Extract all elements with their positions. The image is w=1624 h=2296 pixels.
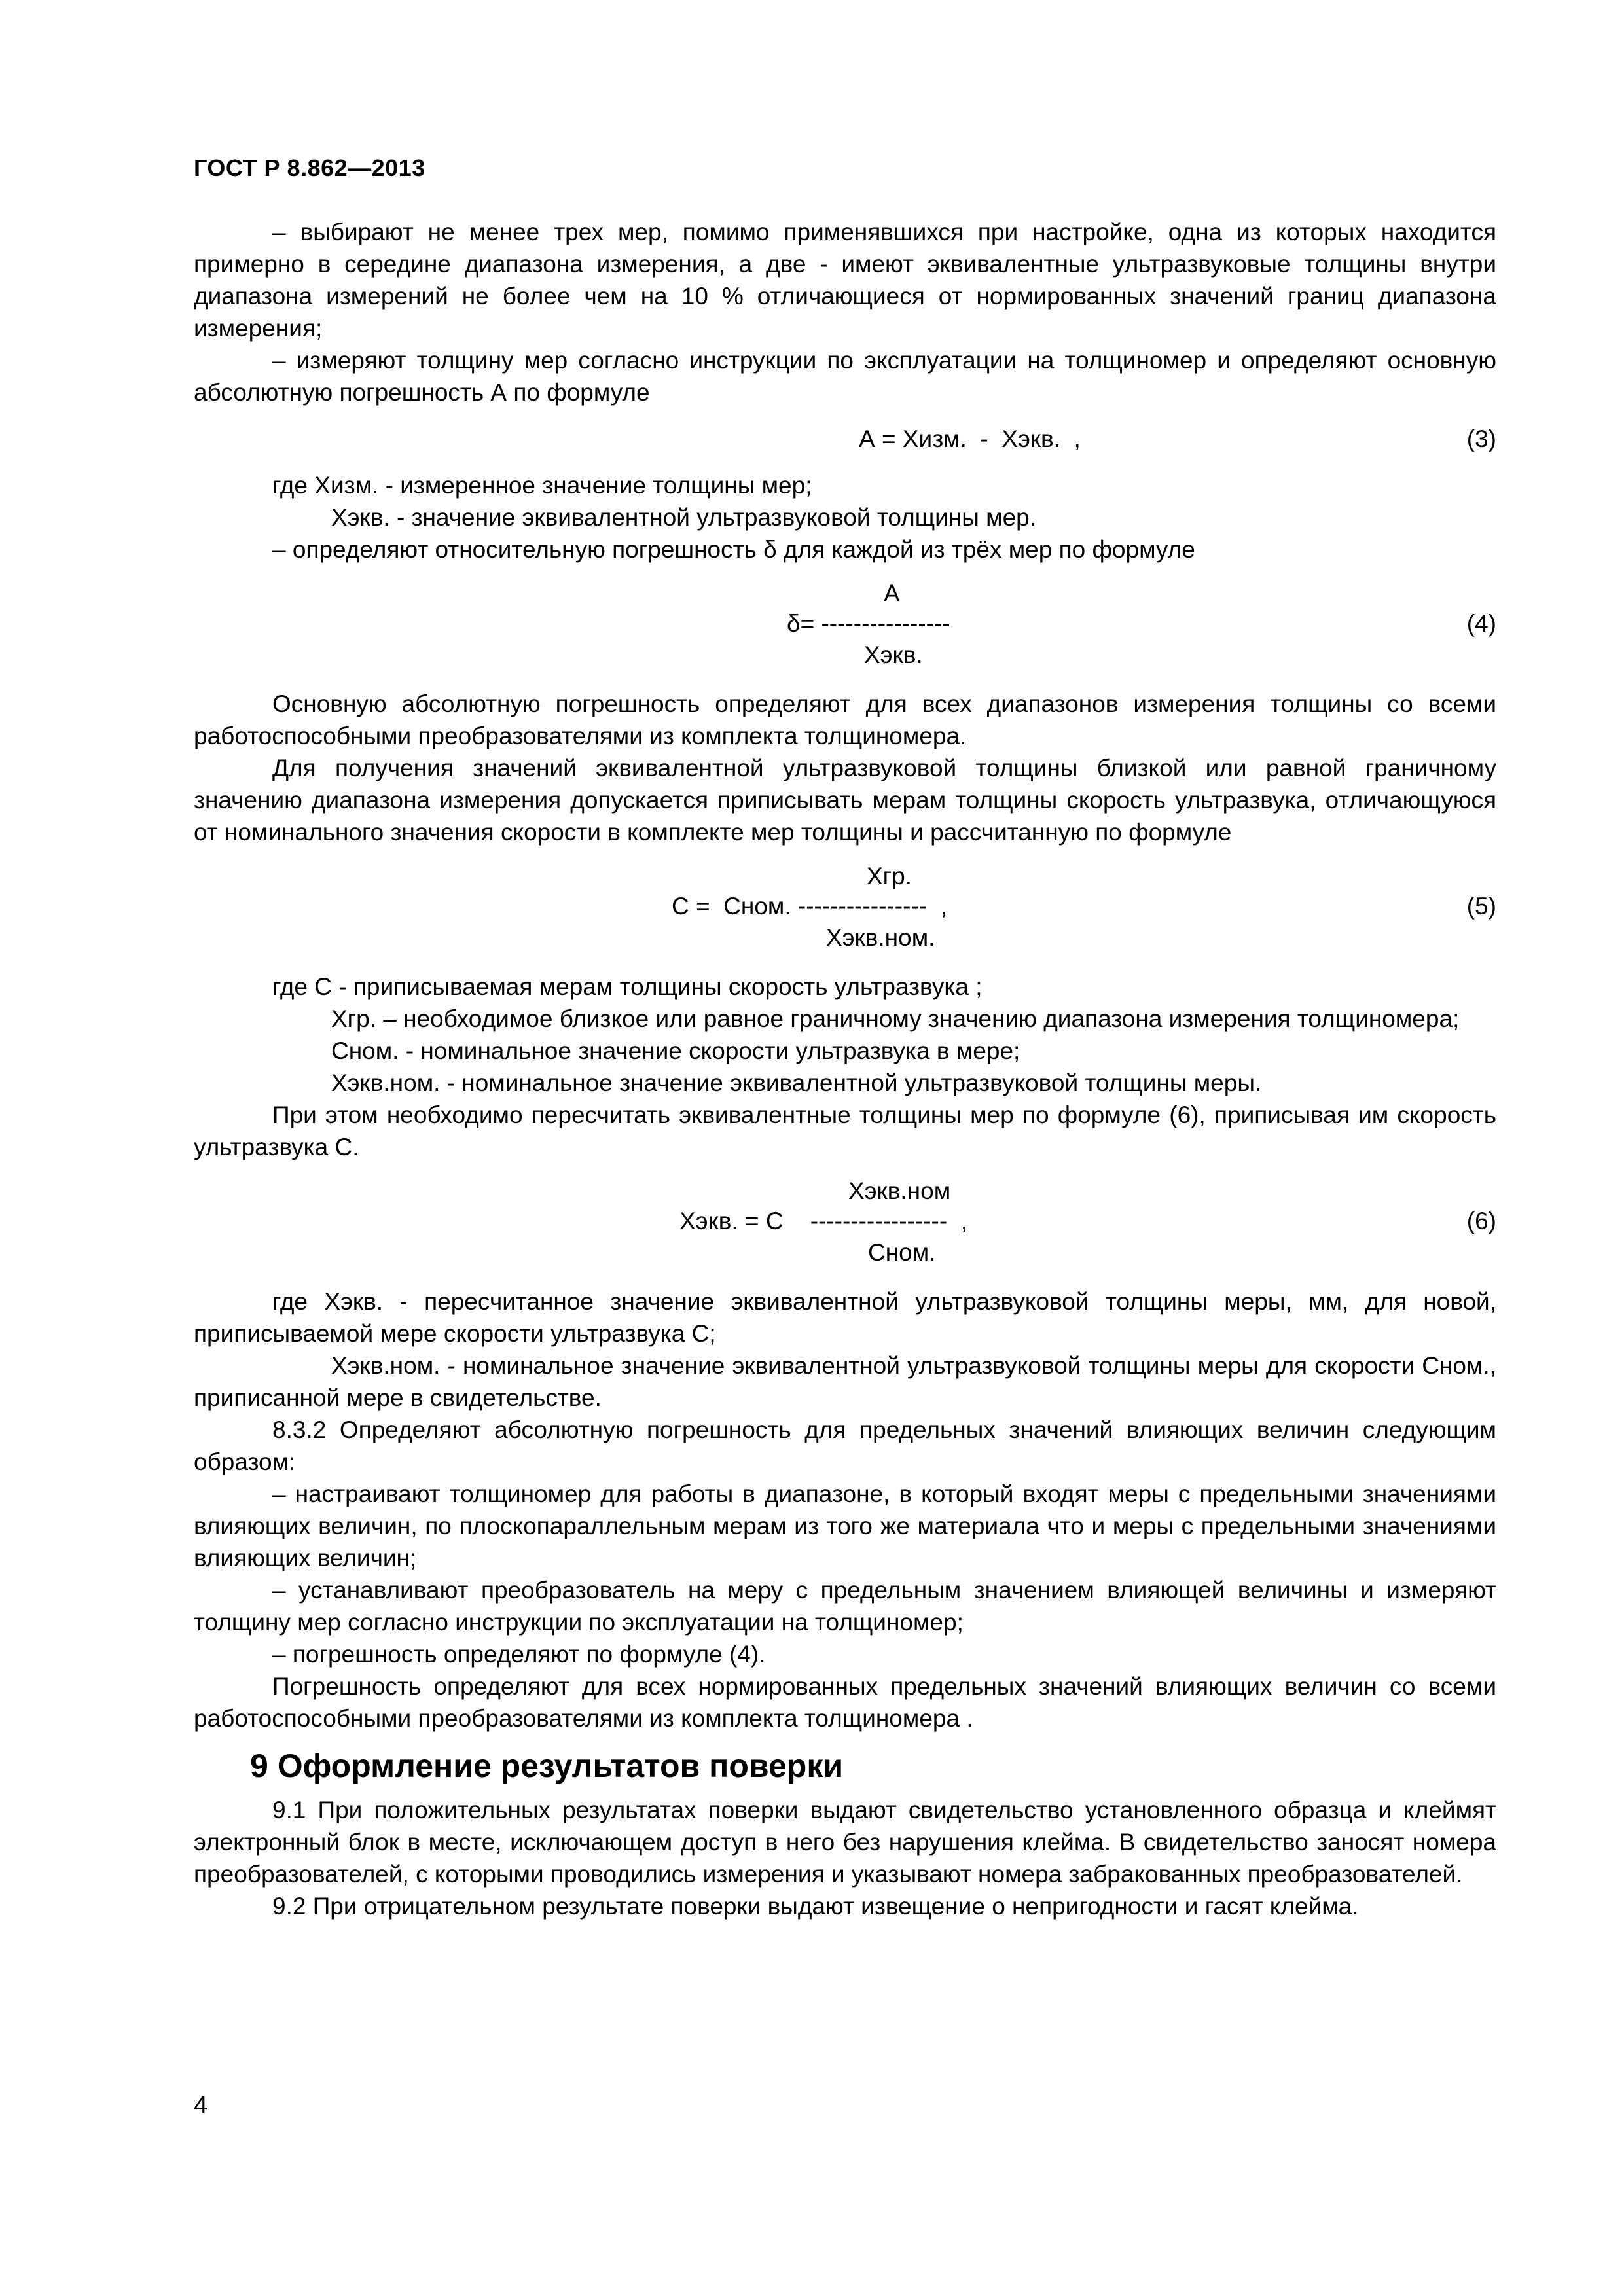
paragraph: – погрешность определяют по формуле (4). bbox=[272, 1641, 766, 1668]
paragraph: Хэкв. - значение эквивалентной ультразвуковой толщины мер. bbox=[331, 504, 1037, 531]
formula-4-fraction: δ= ---------------- bbox=[787, 610, 950, 637]
page-number: 4 bbox=[194, 2092, 208, 2119]
formula-6-numerator: Хэкв.ном bbox=[848, 1177, 951, 1204]
paragraph: Хэкв.ном. - номинальное значение эквивалентной ультразвуковой толщины меры для скорости Сном., приписанной мере в свидетельстве. bbox=[194, 1352, 1496, 1411]
formula-4-numerator: А bbox=[884, 580, 900, 607]
paragraph: – устанавливают преобразователь на меру с предельным значением влияющей величины и измеряют толщину мер согласно инструкции по эксплуатации на толщиномер; bbox=[194, 1577, 1496, 1636]
paragraph: Погрешность определяют для всех нормированных предельных значений влияющих величин со всеми работоспособными преобразователями из комплекта толщиномера . bbox=[194, 1673, 1496, 1732]
paragraph: – измеряют толщину мер согласно инструкции по эксплуатации на толщиномер и определяют основную абсолютную погрешность А по формуле bbox=[194, 347, 1496, 406]
formula-5-fraction: С = Сном. ---------------- , bbox=[672, 893, 947, 920]
formula-3-expr: А = Хизм. - Хэкв. , bbox=[859, 425, 1081, 452]
formula-6 bbox=[194, 1175, 1496, 1271]
paragraph: Для получения значений эквивалентной ультразвуковой толщины близкой или равной граничному значению диапазона измерения допускается приписывать мерам толщины скорость ультразвука, отличающуюся от номинального значения скорости в комплекте мер толщины и рассчитанную по формуле bbox=[194, 755, 1496, 846]
formula-3-number: (3) bbox=[1466, 425, 1496, 452]
paragraph: 9.1 При положительных результатах поверки выдают свидетельство установленного образца и клеймят электронный блок в месте, исключающем доступ в него без нарушения клейма. В свидетельство заносят номера преобразователей, с которыми проводились измерения и указывают номера забракованных преобразователей. bbox=[194, 1797, 1496, 1888]
paragraph: – определяют относительную погрешность δ для каждой из трёх мер по формуле bbox=[272, 536, 1195, 563]
formula-6-fraction: Хэкв. = С ----------------- , bbox=[679, 1208, 967, 1234]
formula-4-denominator: Хэкв. bbox=[864, 641, 923, 668]
paragraph: Основную абсолютную погрешность определяют для всех диапазонов измерения толщины со всеми работоспособными преобразователями из комплекта толщиномера. bbox=[194, 691, 1496, 749]
document-header: ГОСТ Р 8.862—2013 bbox=[194, 154, 425, 181]
section-heading: 9 Оформление результатов поверки bbox=[250, 1748, 844, 1784]
paragraph: – выбирают не менее трех мер, помимо применявшихся при настройке, одна из которых находится примерно в середине диапазона измерения, а две - имеют эквивалентные ультразвуковые толщины внутри диапазона измерений не более чем на 10 % отличающиеся от нормированных значений границ диапазона измерения; bbox=[194, 219, 1496, 342]
paragraph: 8.3.2 Определяют абсолютную погрешность для предельных значений влияющих величин следующим образом: bbox=[194, 1416, 1496, 1475]
paragraph: Хгр. – необходимое близкое или равное граничному значению диапазона измерения толщиномера; bbox=[331, 1005, 1460, 1032]
paragraph: где Хизм. - измеренное значение толщины мер; bbox=[272, 472, 812, 499]
paragraph: Сном. - номинальное значение скорости ультразвука в мере; bbox=[331, 1037, 1020, 1064]
paragraph: Хэкв.ном. - номинальное значение эквивалентной ультразвуковой толщины меры. bbox=[331, 1069, 1262, 1096]
formula-5-number: (5) bbox=[1466, 893, 1496, 920]
formula-5-numerator: Хгр. bbox=[867, 863, 912, 889]
formula-5 bbox=[194, 860, 1496, 956]
paragraph: где С - приписываемая мерам толщины скорость ультразвука ; bbox=[272, 973, 983, 1000]
formula-5-denominator: Хэкв.ном. bbox=[826, 924, 935, 951]
formula-6-denominator: Сном. bbox=[868, 1239, 936, 1266]
paragraph: При этом необходимо пересчитать эквивалентные толщины мер по формуле (6), приписывая им скорость ультразвука С. bbox=[194, 1102, 1496, 1160]
formula-4 bbox=[194, 577, 1496, 673]
paragraph: – настраивают толщиномер для работы в диапазоне, в который входят меры с предельными значениями влияющих величин, по плоскопараллельным мерам из того же материала что и меры с предельными значениями влияющих величин; bbox=[194, 1480, 1496, 1571]
document-body bbox=[194, 216, 1496, 1922]
formula-3 bbox=[194, 423, 1496, 455]
paragraph: 9.2 При отрицательном результате поверки выдают извещение о непригодности и гасят клейма. bbox=[272, 1893, 1359, 1920]
formula-4-number: (4) bbox=[1466, 610, 1496, 637]
formula-6-number: (6) bbox=[1466, 1208, 1496, 1234]
paragraph: где Хэкв. - пересчитанное значение эквивалентной ультразвуковой толщины меры, мм, для новой, приписываемой мере скорости ультразвука С; bbox=[194, 1288, 1496, 1347]
